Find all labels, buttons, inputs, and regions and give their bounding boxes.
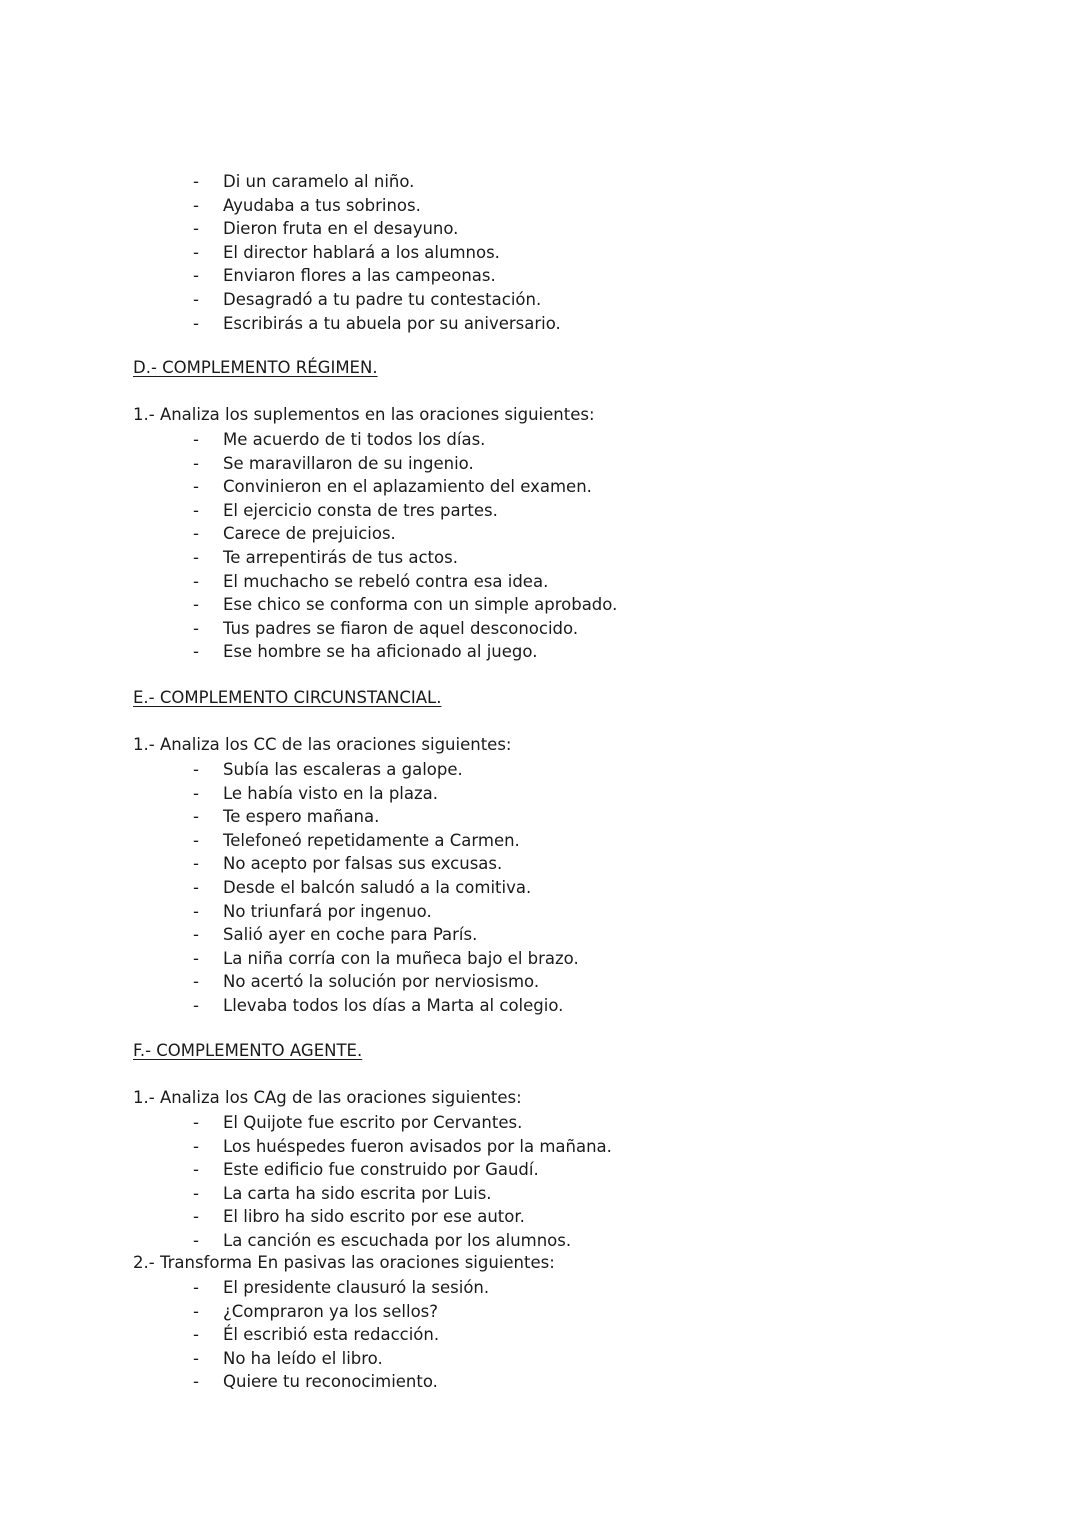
list-item [0, 782, 1080, 806]
list-item-text: Di un caramelo al niño. [223, 172, 415, 191]
list-bullet-dash: - [193, 500, 199, 520]
list-bullet-dash: - [193, 1136, 199, 1156]
list-bullet-dash: - [193, 618, 199, 638]
list-bullet-dash: - [193, 219, 199, 239]
section-f-instruction-1: 1.- Analiza los CAg de las oraciones siguientes: [133, 1088, 522, 1107]
list-item [0, 546, 1080, 570]
list-item-text: Se maravillaron de su ingenio. [223, 453, 474, 473]
list-item-text: Te espero mañana. [223, 807, 380, 827]
list-bullet-dash: - [193, 1325, 199, 1345]
list-item [0, 288, 1080, 312]
list-item-text: Le había visto en la plaza. [223, 783, 439, 803]
list-bullet-dash: - [193, 1348, 199, 1368]
section-d-sentence-list [0, 428, 1080, 664]
list-item [0, 1182, 1080, 1206]
list-item [0, 1347, 1080, 1371]
list-item-text: Carece de prejuicios. [223, 524, 396, 544]
list-item-text: Ese hombre se ha aficionado al juego. [223, 642, 538, 662]
list-item-text: No triunfará por ingenuo. [223, 901, 432, 921]
list-item-text: Desagradó a tu padre tu contestación. [223, 289, 542, 309]
list-item [0, 570, 1080, 594]
list-item [0, 829, 1080, 853]
list-item [0, 1323, 1080, 1347]
list-bullet-dash: - [193, 901, 199, 921]
list-item [0, 170, 1080, 194]
list-item [0, 994, 1080, 1018]
list-bullet-dash: - [193, 571, 199, 591]
list-item [0, 241, 1080, 265]
list-item-text: La niña corría con la muñeca bajo el brazo. [223, 948, 579, 968]
list-item-text: No ha leído el libro. [223, 1348, 383, 1368]
list-item-text: ¿Compraron ya los sellos? [223, 1301, 439, 1321]
list-bullet-dash: - [193, 595, 199, 615]
list-item-text: Tus padres se fiaron de aquel desconocido. [223, 618, 579, 638]
list-bullet-dash: - [193, 430, 199, 449]
list-item-text: El libro ha sido escrito por ese autor. [223, 1207, 525, 1227]
list-item [0, 264, 1080, 288]
list-item [0, 758, 1080, 782]
section-f-sentence-list-2 [0, 1276, 1080, 1394]
section-f-sentence-list-1 [0, 1111, 1080, 1253]
list-bullet-dash: - [193, 877, 199, 897]
list-item-text: La carta ha sido escrita por Luis. [223, 1183, 492, 1203]
list-item-text: El ejercicio consta de tres partes. [223, 500, 498, 520]
list-bullet-dash: - [193, 477, 199, 497]
list-item-text: Convinieron en el aplazamiento del examen. [223, 477, 592, 497]
list-item-text: Él escribió esta redacción. [223, 1325, 440, 1345]
list-bullet-dash: - [193, 972, 199, 992]
list-item-text: La canción es escuchada por los alumnos. [223, 1230, 572, 1250]
list-item-text: Dieron fruta en el desayuno. [223, 219, 459, 239]
list-item [0, 852, 1080, 876]
list-item [0, 900, 1080, 924]
list-item [0, 217, 1080, 241]
list-bullet-dash: - [193, 1278, 199, 1297]
list-bullet-dash: - [193, 313, 199, 333]
list-item [0, 923, 1080, 947]
list-item-text: Ayudaba a tus sobrinos. [223, 195, 421, 215]
list-item [0, 1370, 1080, 1394]
list-bullet-dash: - [193, 547, 199, 567]
list-item-text: Los huéspedes fueron avisados por la mañana. [223, 1136, 612, 1156]
list-item-text: Subía las escaleras a galope. [223, 760, 463, 779]
section-d-heading: D.- COMPLEMENTO RÉGIMEN. [133, 358, 378, 377]
list-bullet-dash: - [193, 1230, 199, 1250]
list-item [0, 428, 1080, 452]
list-item [0, 1111, 1080, 1135]
list-bullet-dash: - [193, 760, 199, 779]
list-bullet-dash: - [193, 1301, 199, 1321]
list-item-text: Salió ayer en coche para París. [223, 925, 478, 945]
list-bullet-dash: - [193, 195, 199, 215]
list-bullet-dash: - [193, 1113, 199, 1132]
list-item [0, 522, 1080, 546]
list-bullet-dash: - [193, 925, 199, 945]
list-bullet-dash: - [193, 242, 199, 262]
list-bullet-dash: - [193, 1372, 199, 1392]
intro-sentence-list [0, 170, 1080, 335]
list-bullet-dash: - [193, 854, 199, 874]
list-item [0, 194, 1080, 218]
section-d-instruction: 1.- Analiza los suplementos en las oraciones siguientes: [133, 405, 595, 424]
list-item-text: Enviaron flores a las campeonas. [223, 266, 496, 286]
list-item [0, 1135, 1080, 1159]
section-e-sentence-list [0, 758, 1080, 1018]
list-item [0, 1276, 1080, 1300]
list-item [0, 1229, 1080, 1253]
list-item-text: El director hablará a los alumnos. [223, 242, 500, 262]
list-item-text: Me acuerdo de ti todos los días. [223, 430, 486, 449]
list-item [0, 617, 1080, 641]
list-bullet-dash: - [193, 1160, 199, 1180]
list-item [0, 805, 1080, 829]
list-bullet-dash: - [193, 830, 199, 850]
list-item [0, 1158, 1080, 1182]
list-item-text: Desde el balcón saludó a la comitiva. [223, 877, 532, 897]
list-bullet-dash: - [193, 995, 199, 1015]
list-item [0, 1300, 1080, 1324]
list-item [0, 499, 1080, 523]
list-item-text: No acertó la solución por nerviosismo. [223, 972, 540, 992]
list-item [0, 452, 1080, 476]
list-item-text: Escribirás a tu abuela por su aniversario. [223, 313, 561, 333]
list-bullet-dash: - [193, 948, 199, 968]
list-item [0, 1205, 1080, 1229]
section-e-instruction: 1.- Analiza los CC de las oraciones siguientes: [133, 735, 512, 754]
list-item-text: Llevaba todos los días a Marta al colegio. [223, 995, 564, 1015]
list-bullet-dash: - [193, 807, 199, 827]
list-item-text: No acepto por falsas sus excusas. [223, 854, 503, 874]
list-bullet-dash: - [193, 266, 199, 286]
list-bullet-dash: - [193, 524, 199, 544]
section-f-instruction-2: 2.- Transforma En pasivas las oraciones siguientes: [133, 1253, 555, 1272]
list-bullet-dash: - [193, 453, 199, 473]
list-item [0, 876, 1080, 900]
section-f-heading: F.- COMPLEMENTO AGENTE. [133, 1041, 363, 1060]
list-item [0, 593, 1080, 617]
list-item-text: Ese chico se conforma con un simple aprobado. [223, 595, 618, 615]
list-bullet-dash: - [193, 642, 199, 662]
list-item-text: Te arrepentirás de tus actos. [223, 547, 458, 567]
section-e-heading: E.- COMPLEMENTO CIRCUNSTANCIAL. [133, 688, 442, 707]
list-item-text: Telefoneó repetidamente a Carmen. [223, 830, 520, 850]
list-item-text: Quiere tu reconocimiento. [223, 1372, 438, 1392]
list-item-text: Este edificio fue construido por Gaudí. [223, 1160, 539, 1180]
list-bullet-dash: - [193, 289, 199, 309]
list-bullet-dash: - [193, 1183, 199, 1203]
list-bullet-dash: - [193, 172, 199, 191]
list-bullet-dash: - [193, 783, 199, 803]
list-item [0, 475, 1080, 499]
list-item-text: El Quijote fue escrito por Cervantes. [223, 1113, 523, 1132]
list-item [0, 947, 1080, 971]
list-item-text: El presidente clausuró la sesión. [223, 1278, 490, 1297]
list-bullet-dash: - [193, 1207, 199, 1227]
list-item [0, 312, 1080, 336]
list-item [0, 640, 1080, 664]
list-item [0, 970, 1080, 994]
list-item-text: El muchacho se rebeló contra esa idea. [223, 571, 549, 591]
